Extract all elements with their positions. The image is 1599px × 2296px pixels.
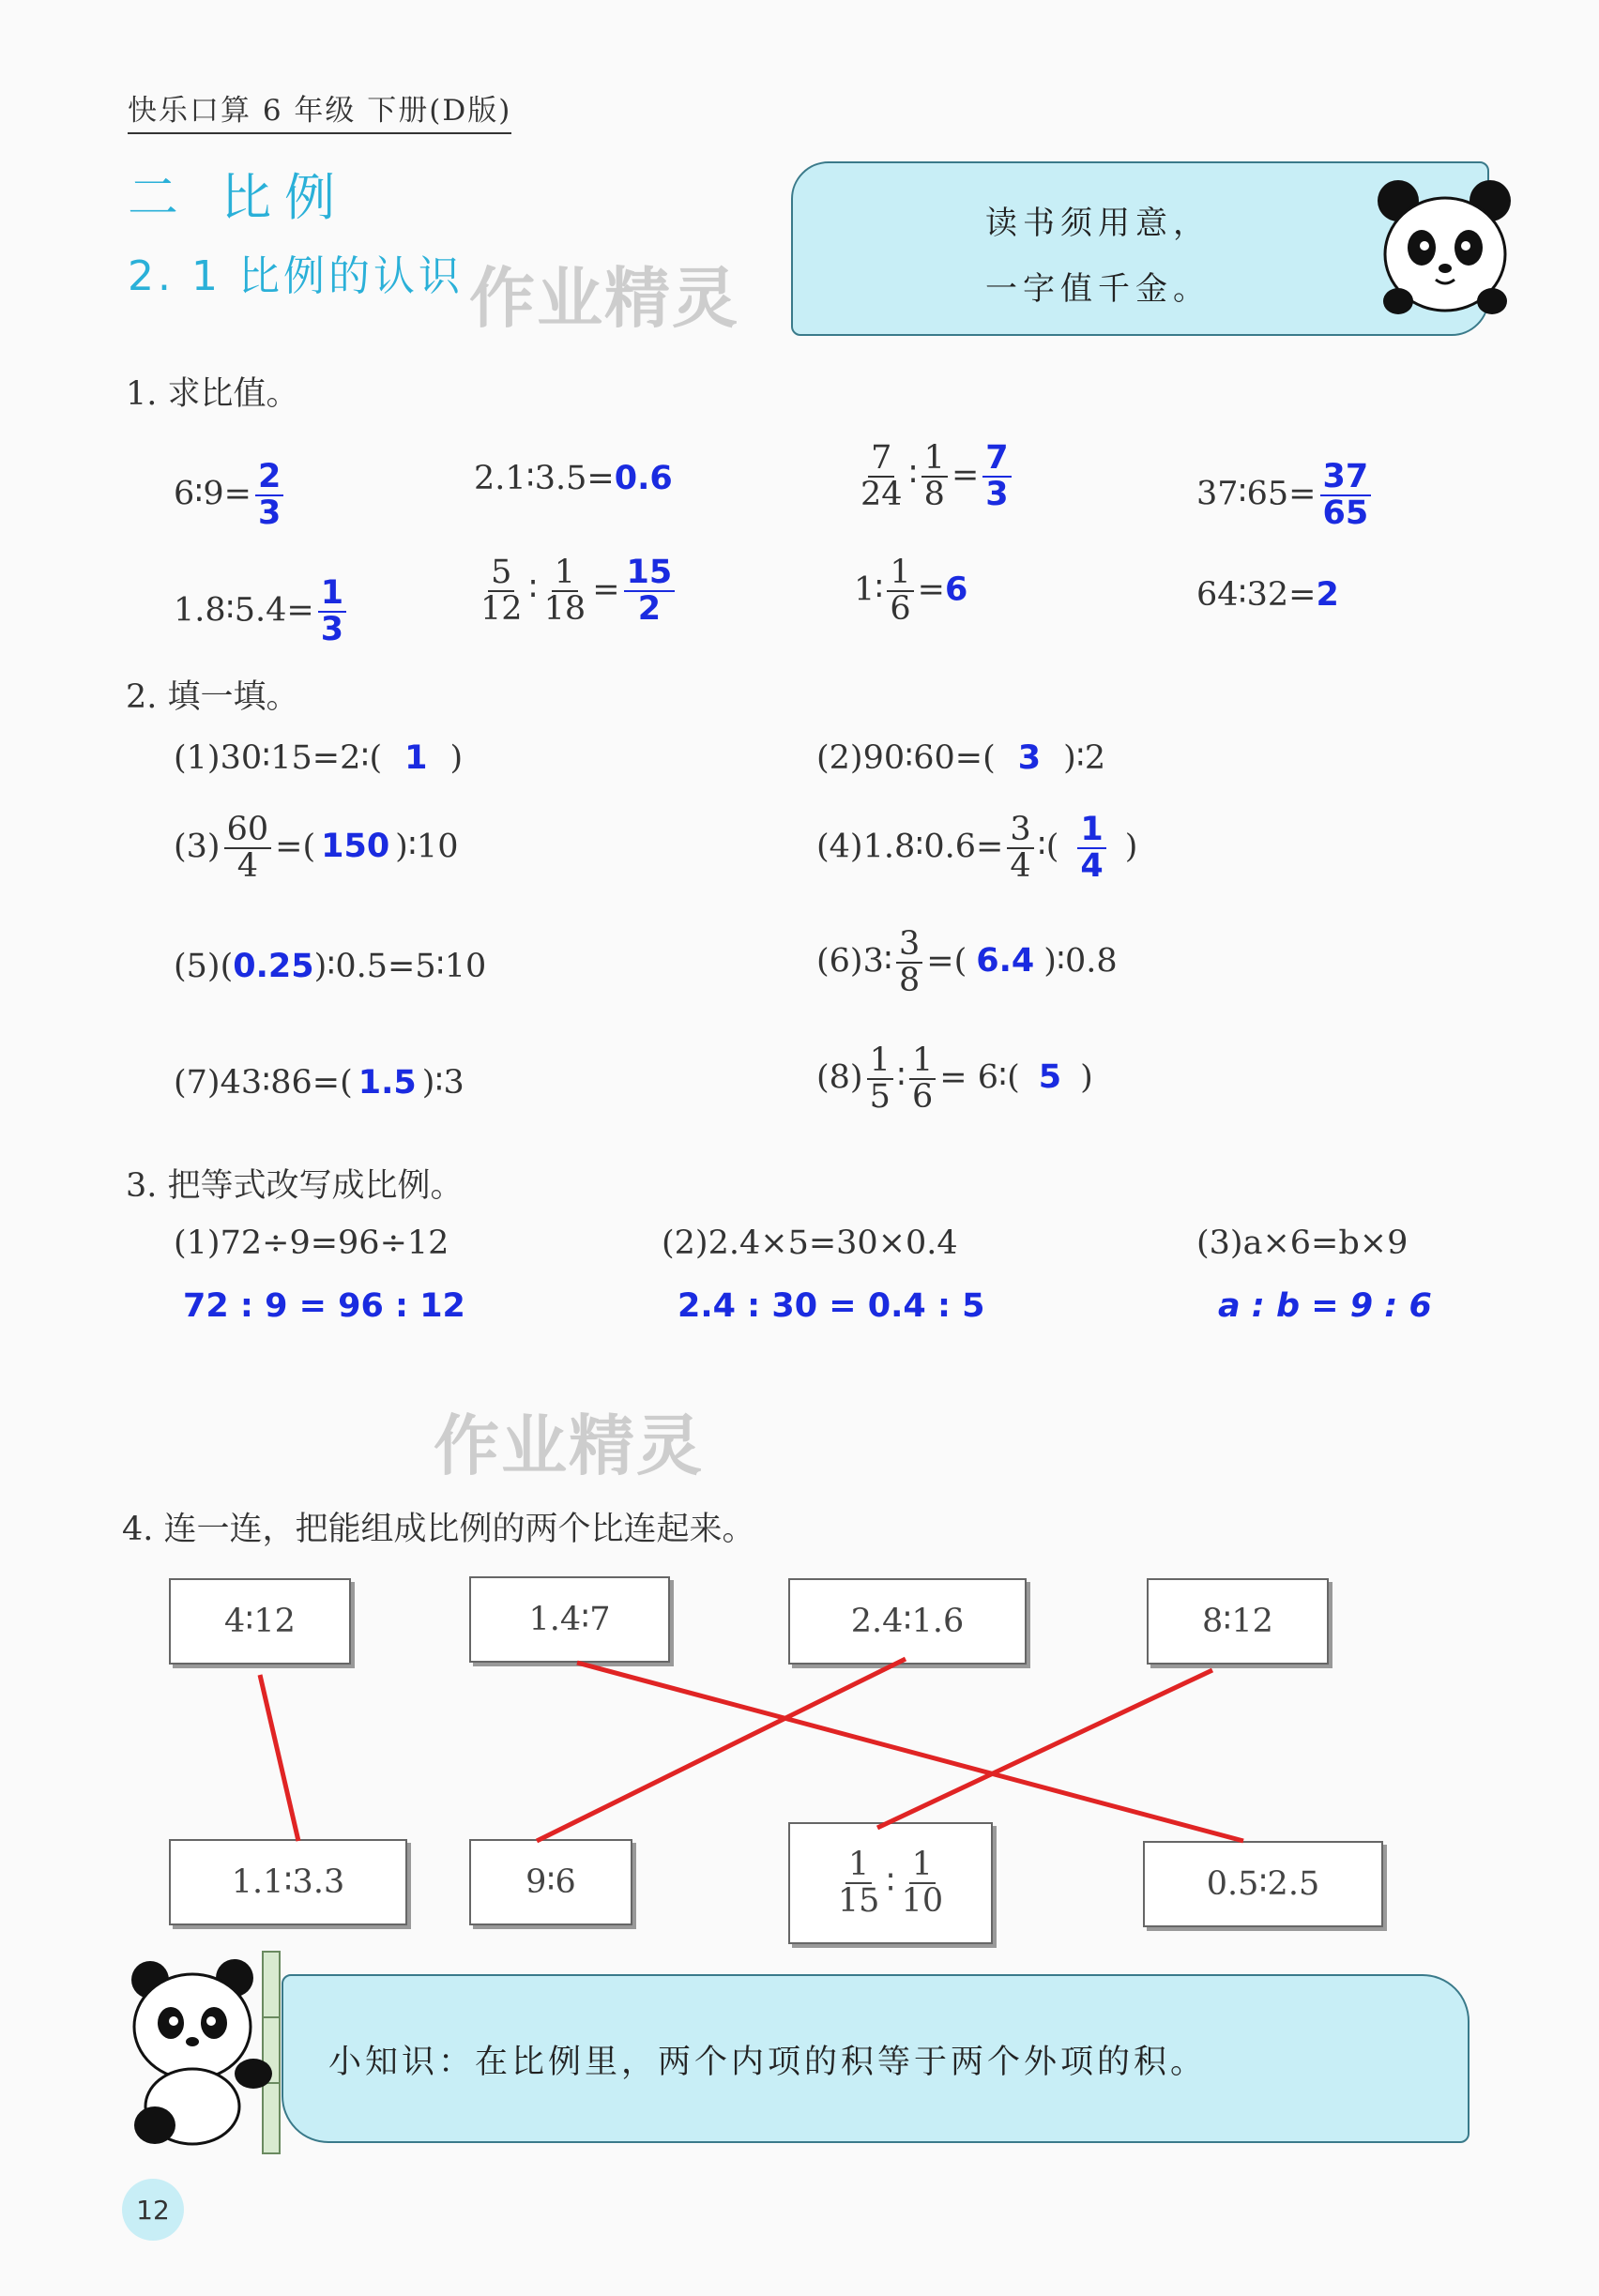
section-title: 2. 1 比例的认识 <box>128 252 464 300</box>
q3-eq-1: (1)72÷9=96÷12 <box>174 1224 449 1262</box>
top-box-3: 2.4∶1.6 <box>788 1578 1027 1665</box>
match-line-4 <box>877 1670 1212 1828</box>
match-line-2 <box>577 1663 1243 1841</box>
bottom-box-4: 0.5∶2.5 <box>1143 1841 1383 1927</box>
q1-item-7: 1∶ $\frac{1}{6}$ =6 <box>854 554 968 628</box>
q2-item-6: (6)3∶ $\frac{3}{8}$ =( 6.4 )∶0.8 <box>816 925 1118 999</box>
q2-title: 2. 填一填。 <box>126 678 299 716</box>
q3-eq-2: (2)2.4×5=30×0.4 <box>662 1224 958 1262</box>
q1-item-3: $\frac{7}{24}$ ∶ $\frac{1}{8}$ = $\frac{7}{3}$ <box>854 441 1015 512</box>
page-number: 12 <box>122 2179 184 2241</box>
q3-eq-3: (3)a×6=b×9 <box>1196 1224 1409 1262</box>
q2-item-5: (5)(0.25)∶0.5=5∶10 <box>174 948 487 985</box>
q2-item-1: (1)30∶15=2∶( 1 ) <box>174 739 464 777</box>
chapter-title: 二 比例 <box>128 168 349 227</box>
bottom-box-3: $\frac{1}{15}$ ∶ $\frac{1}{10}$ <box>788 1822 993 1944</box>
bottom-box-1: 1.1∶3.3 <box>169 1839 407 1925</box>
top-box-1: 4∶12 <box>169 1578 351 1665</box>
watermark: 作业精灵 <box>469 260 739 337</box>
q2-item-7: (7)43∶86=( 1.5 )∶3 <box>174 1064 464 1102</box>
q3-answer-3: a : b = 9 : 6 <box>1218 1287 1432 1325</box>
bottom-box-2: 9∶6 <box>469 1839 632 1925</box>
q1-item-5: 1.8∶5.4= $\frac{1}{3}$ <box>174 576 350 647</box>
q1-item-1: 6∶9= $\frac{2}{3}$ <box>174 460 287 531</box>
watermark: 作业精灵 <box>434 1407 704 1484</box>
q1-item-8: 64∶32=2 <box>1196 576 1339 614</box>
quote-text: 读书须用意， 一字值千金。 <box>985 205 1211 308</box>
q2-item-2: (2)90∶60=( 3 )∶2 <box>816 739 1106 777</box>
q1-item-2: 2.1∶3.5=0.6 <box>474 460 673 497</box>
q1-item-4: 37∶65= $\frac{37}{65}$ <box>1196 460 1375 531</box>
q1-title: 1. 求比值。 <box>126 375 299 413</box>
top-box-4: 8∶12 <box>1147 1578 1329 1665</box>
q2-item-8: (8) $\frac{1}{5}$ ∶ $\frac{1}{6}$ = 6∶( 5 ) <box>816 1042 1093 1116</box>
q1-item-6: $\frac{5}{12}$ ∶ $\frac{1}{18}$ = $\frac{15}{2}$ <box>474 555 678 627</box>
q3-title: 3. 把等式改写成比例。 <box>126 1167 464 1205</box>
book-header: 快乐口算 6 年级 下册(D版) <box>128 86 511 134</box>
q4-title: 4. 连一连，把能组成比例的两个比连起来。 <box>122 1511 755 1548</box>
panda-bamboo-icon <box>122 1933 310 2158</box>
tip-text: 小知识：在比例里，两个内项的积等于两个外项的积。 <box>328 2044 1208 2081</box>
q2-item-4: (4)1.8∶0.6= $\frac{3}{4}$ ∶( $\frac{1}{4}$ ) <box>816 811 1138 885</box>
panda-icon <box>1370 175 1520 325</box>
match-line-1 <box>260 1675 298 1841</box>
q2-item-3: (3) $\frac{60}{4}$ =( 150 )∶10 <box>174 811 459 885</box>
q3-answer-2: 2.4 : 30 = 0.4 : 5 <box>678 1287 985 1325</box>
match-line-3 <box>537 1659 906 1841</box>
q3-answer-1: 72 : 9 = 96 : 12 <box>183 1287 465 1325</box>
top-box-2: 1.4∶7 <box>469 1576 670 1663</box>
